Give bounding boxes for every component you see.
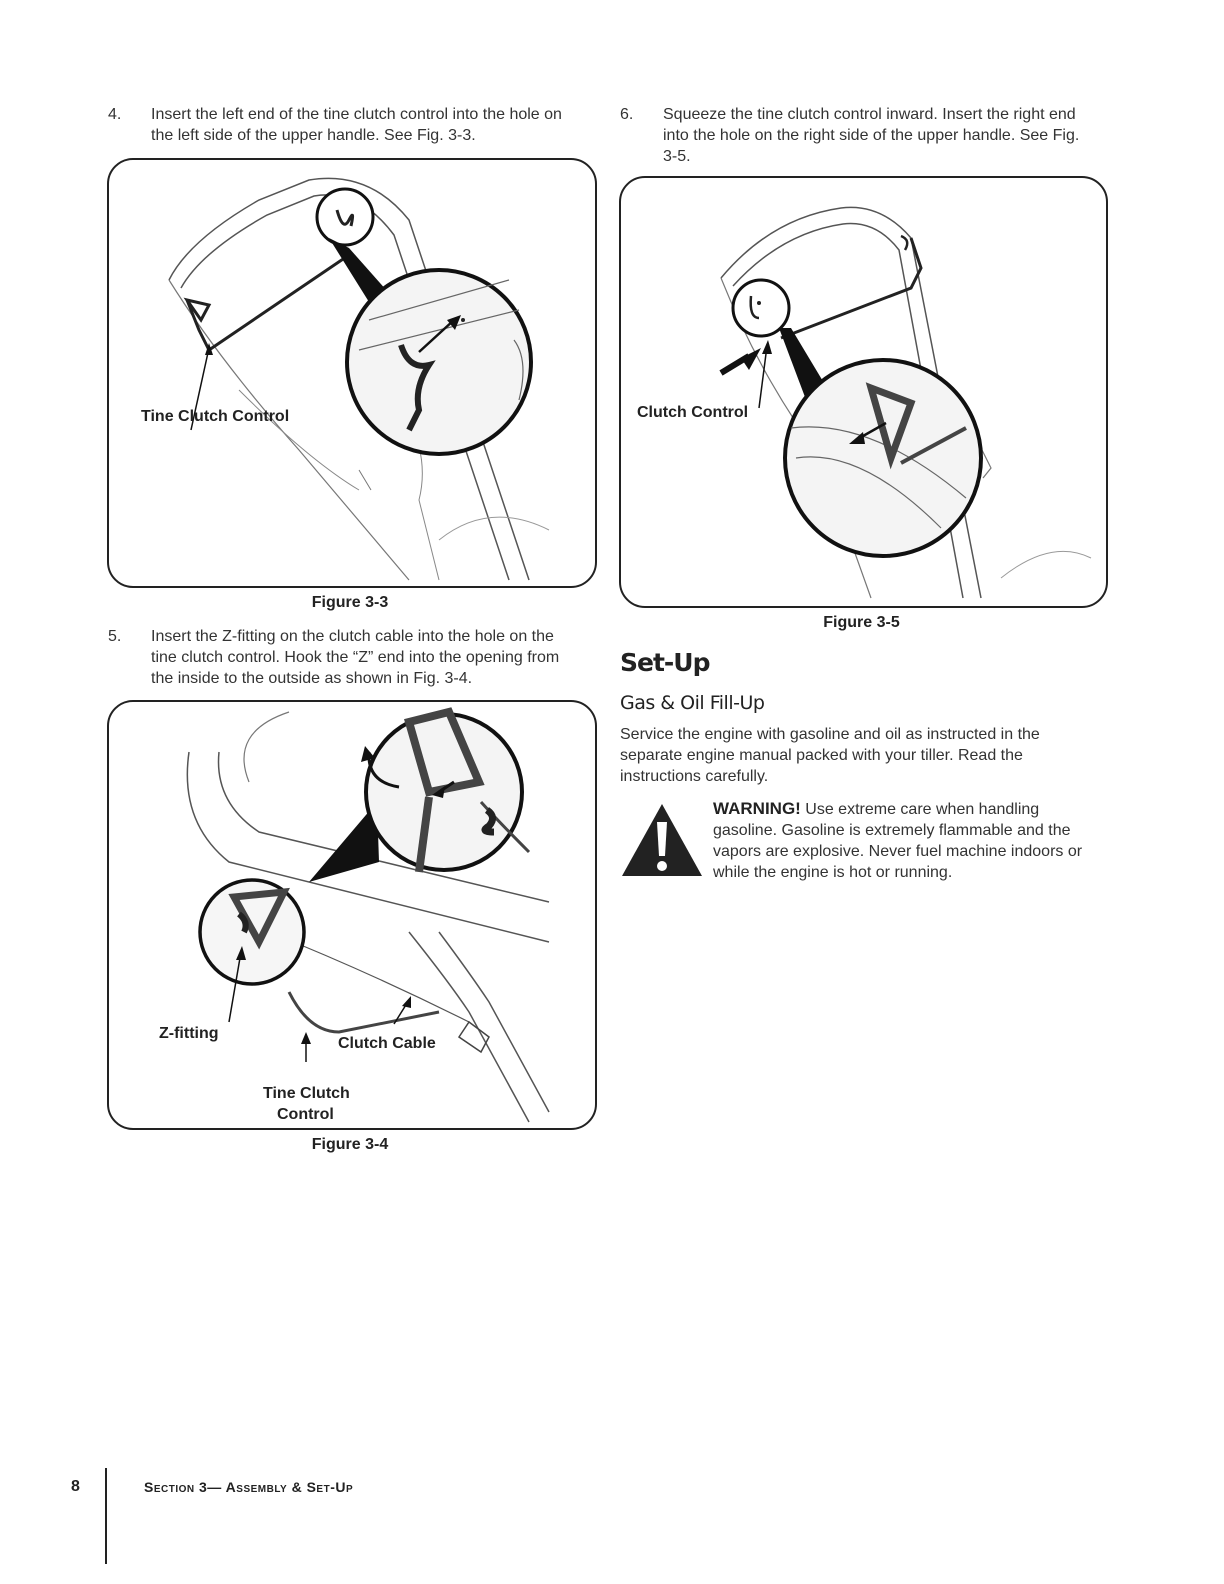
subheading-gas-oil-fill-up: Gas & Oil Fill-Up	[620, 692, 765, 714]
footer-section-title: Section 3— Assembly & Set-Up	[144, 1479, 354, 1495]
callout-z-fitting: Z-fitting	[159, 1025, 219, 1042]
section-heading-set-up: Set-Up	[620, 648, 710, 677]
step-number: 5.	[108, 628, 122, 645]
callout-control: Control	[277, 1106, 334, 1123]
callout-clutch-control: Clutch Control	[637, 404, 749, 421]
step-text: Insert the left end of the tine clutch control into the hole on the left side of the upper handle. See Fig. 3-3.	[151, 106, 562, 144]
callout-tine-clutch-control: Tine Clutch Control	[141, 408, 290, 425]
figure-3-3-caption: Figure 3-3	[311, 594, 389, 611]
figure-3-5-illustration	[621, 178, 1106, 606]
warning-triangle-icon	[620, 800, 704, 878]
step-text: Squeeze the tine clutch control inward. Insert the right end into the hole on the right side of the upper handle. See Fig. 3-5.	[663, 106, 1080, 165]
footer-divider	[105, 1468, 107, 1564]
warning-label: WARNING!	[713, 799, 801, 818]
page-number: 8	[71, 1478, 80, 1495]
figure-3-4-illustration	[109, 702, 595, 1128]
step-text: Insert the Z-fitting on the clutch cable into the hole on the tine clutch control. Hook the “Z” end into the opening from the inside to the outside as shown in Fig. 3-4.	[151, 628, 560, 687]
figure-3-3	[107, 158, 597, 588]
figure-3-5	[619, 176, 1108, 608]
figure-3-4	[107, 700, 597, 1130]
figure-3-3-illustration	[109, 160, 595, 586]
step-number: 6.	[620, 106, 634, 123]
callout-clutch-cable: Clutch Cable	[338, 1035, 436, 1052]
gas-oil-instructions: Service the engine with gasoline and oil as instructed in the separate engine manual packed with your tiller. Read the instructions carefully.	[620, 726, 1040, 785]
callout-tine-clutch: Tine Clutch	[263, 1085, 350, 1102]
figure-3-5-caption: Figure 3-5	[823, 614, 900, 631]
step-number: 4.	[108, 106, 122, 123]
figure-3-4-caption: Figure 3-4	[311, 1136, 389, 1153]
warning-text: WARNING! Use extreme care when handling gasoline. Gasoline is extremely flammable and the vapors are explosive. Never fuel machine indoors or while the engine is hot or running.	[713, 799, 1083, 881]
